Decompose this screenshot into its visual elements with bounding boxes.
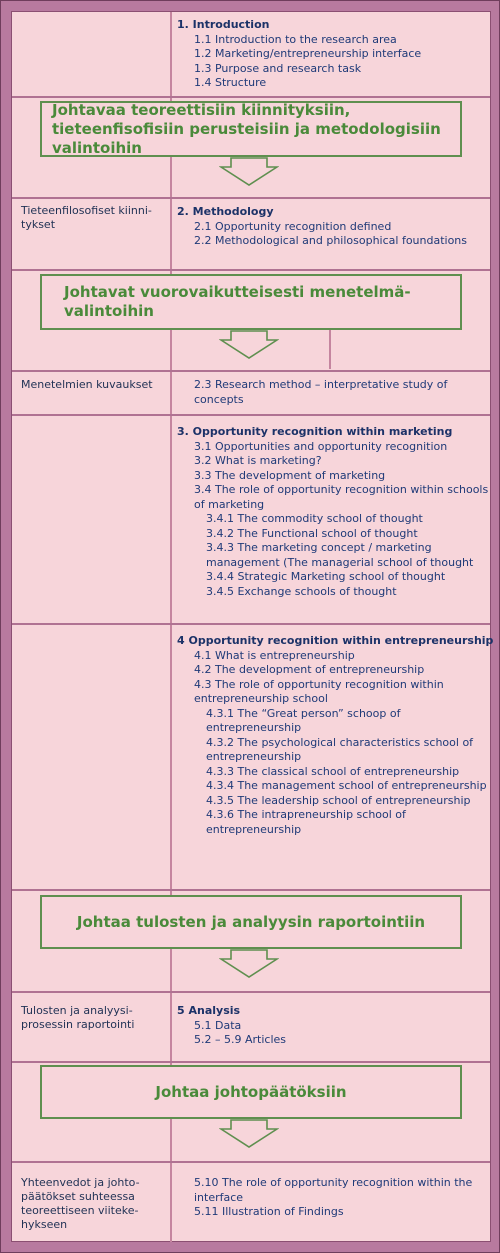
section-item: 3.4.4 Strategic Marketing school of thought [206, 570, 446, 583]
banner-1 [40, 101, 462, 157]
section-item: 1.1 Introduction to the research area [194, 32, 397, 46]
section-item: 1.2 Marketing/entrepreneurship interface [194, 47, 422, 60]
section-heading: 2. Methodology [177, 205, 274, 218]
row-separator [12, 1161, 490, 1163]
section-item: 5.1 Data [194, 1018, 242, 1032]
down-arrow-icon [219, 1119, 279, 1149]
section-heading: 1. Introduction [177, 18, 270, 31]
section-item: 3.4.5 Exchange schools of thought [206, 584, 397, 598]
row-separator [12, 889, 490, 891]
section-item: 3.4 The role of opportunity recognition within schools of marketing [194, 483, 489, 511]
column-divider-secondary [329, 325, 331, 369]
section-item: 4.2 The development of entrepreneurship [194, 663, 425, 676]
section-item: 4.3.4 The management school of entrepreneurship [206, 779, 487, 792]
background-panel [11, 11, 491, 1242]
section-5-contents [177, 634, 495, 837]
row-separator [12, 414, 490, 416]
section-item: 4.3.2 The psychological characteristics school of entrepreneurship [206, 735, 474, 763]
section-item: 2.2 Methodological and philosophical foundations [194, 234, 468, 247]
down-arrow-icon [219, 330, 279, 360]
section-1-contents [177, 18, 495, 91]
banner-1-text: Johtavaa teoreettisiin kiinnityksiin, tieteenfisofisiin perusteisiin ja metodologisiin valintoihin [52, 100, 441, 157]
section-item: 3.4.3 The marketing concept / marketing management (The managerial school of thought [206, 541, 474, 569]
banner-3 [40, 895, 462, 949]
section-3-left-label: Menetelmien kuvaukset [21, 378, 153, 391]
section-heading: 5 Analysis [177, 1004, 241, 1017]
section-item: 4.3 The role of opportunity recognition within entrepreneurship school [194, 677, 444, 705]
section-item: 5.2 – 5.9 Articles [194, 1033, 286, 1046]
section-item: 3.4.2 The Functional school of thought [206, 526, 418, 540]
section-item: 3.4.1 The commodity school of thought [206, 512, 423, 525]
section-7-left-label: Yhteenvedot ja johto-päätökset suhteessa teoreettiseen viiteke-hykseen [21, 1176, 140, 1231]
section-7-contents [177, 1176, 495, 1220]
banner-2 [40, 274, 462, 330]
row-separator [12, 623, 490, 625]
banner-4-text: Johtaa johtopäätöksiin [155, 1082, 347, 1101]
section-heading: 3. Opportunity recognition within marketing [177, 425, 453, 438]
section-2-left-label: Tieteenfilosofiset kiinni-tykset [21, 204, 152, 231]
section-4-contents [177, 425, 495, 599]
row-separator [12, 991, 490, 993]
section-2-contents [177, 205, 495, 249]
section-heading: 4 Opportunity recognition within entrepreneurship [177, 634, 494, 647]
banner-2-text: Johtavat vuorovaikutteisesti menetelmä-valintoihin [64, 283, 411, 320]
section-6-left-label: Tulosten ja analyysi-prosessin raportointi [21, 1004, 135, 1031]
section-item: 2.1 Opportunity recognition defined [194, 219, 392, 233]
row-separator [12, 96, 490, 98]
section-item: 3.3 The development of marketing [194, 468, 386, 482]
section-3-contents [177, 378, 495, 407]
section-item: 4.3.1 The “Great person” schoop of entrepreneurship [206, 706, 401, 734]
section-6-contents [177, 1004, 495, 1048]
section-item: 5.11 Illustration of Findings [194, 1205, 344, 1218]
section-item: 4.3.6 The intrapreneurship school of entrepreneurship [206, 808, 406, 836]
row-separator [12, 269, 490, 271]
section-item: 1.3 Purpose and research task [194, 61, 362, 75]
down-arrow-icon [219, 949, 279, 979]
row-separator [12, 370, 490, 372]
banner-4 [40, 1065, 462, 1119]
section-item: 4.1 What is entrepreneurship [194, 648, 355, 662]
banner-3-text: Johtaa tulosten ja analyysin raportointiin [76, 912, 426, 931]
section-item: 1.4 Structure [194, 76, 267, 89]
section-item: 4.3.5 The leadership school of entrepreneurship [206, 793, 471, 807]
section-item: 2.3 Research method – interpretative study of concepts [194, 378, 448, 406]
row-separator [12, 1061, 490, 1063]
section-item: 5.10 The role of opportunity recognition within the interface [194, 1176, 473, 1204]
down-arrow-icon [219, 157, 279, 187]
row-separator [12, 197, 490, 199]
section-item: 3.1 Opportunities and opportunity recognition [194, 439, 448, 453]
section-item: 4.3.3 The classical school of entrepreneurship [206, 764, 460, 778]
section-item: 3.2 What is marketing? [194, 454, 322, 467]
